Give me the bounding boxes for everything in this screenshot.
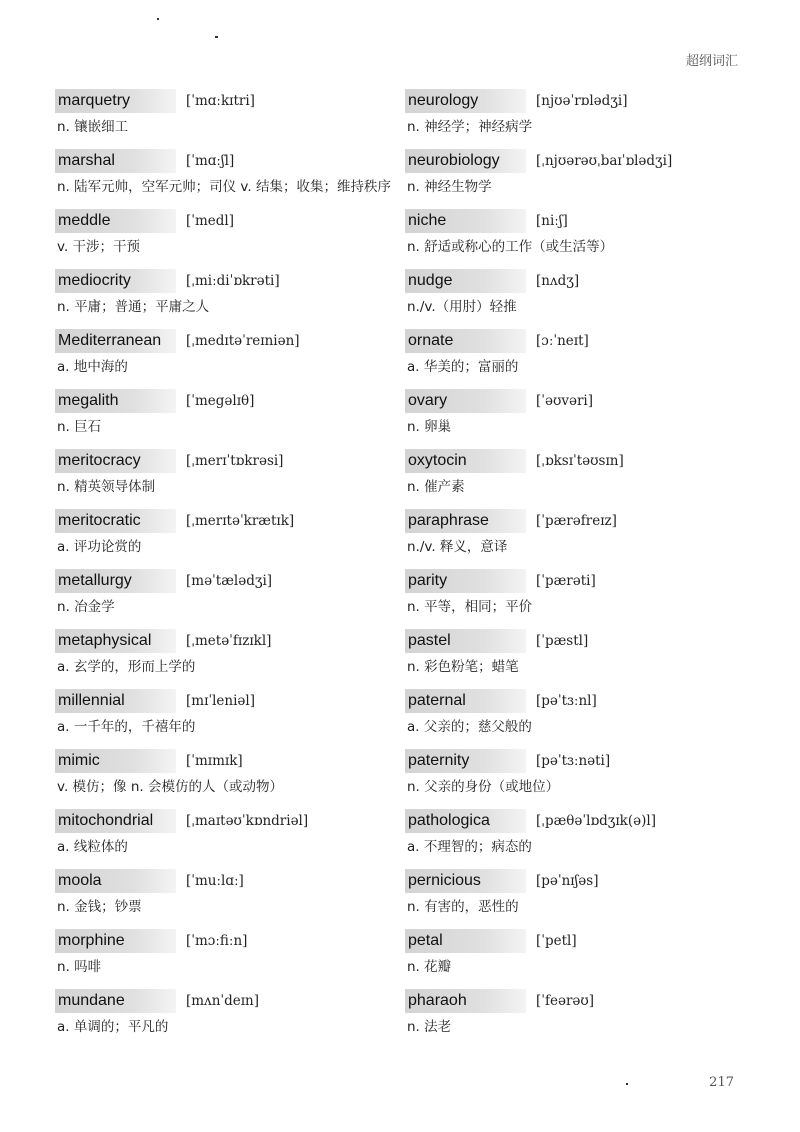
headword: morphine xyxy=(55,929,176,953)
headword: meddle xyxy=(55,209,176,233)
vocab-entry xyxy=(55,388,395,448)
definition: n. 花瓣 xyxy=(407,959,452,975)
headword: metallurgy xyxy=(55,569,176,593)
vocab-entry xyxy=(405,508,745,568)
phonetic: [ˈpæstl] xyxy=(536,633,589,649)
vocab-entry xyxy=(55,808,395,868)
phonetic: [ˌmerɪˈtɒkrəsi] xyxy=(186,453,284,469)
vocab-entry xyxy=(405,628,745,688)
phonetic: [ˌmetəˈfɪzɪkl] xyxy=(186,633,272,649)
phonetic: [ˈmɔːfiːn] xyxy=(186,933,248,949)
phonetic: [ˈpærəti] xyxy=(536,573,596,589)
headword: marquetry xyxy=(55,89,176,113)
phonetic: [ˈpetl] xyxy=(536,933,577,949)
definition: a. 玄学的，形而上学的 xyxy=(57,659,196,675)
phonetic: [məˈtælədʒi] xyxy=(186,573,273,589)
phonetic: [ˌpæθəˈlɒdʒɪk(ə)l] xyxy=(536,813,656,829)
phonetic: [pəˈtɜːnəti] xyxy=(536,753,611,769)
headword: moola xyxy=(55,869,176,893)
vocab-entry xyxy=(405,868,745,928)
vocab-entry xyxy=(405,808,745,868)
headword: megalith xyxy=(55,389,176,413)
vocab-entry xyxy=(55,928,395,988)
vocab-entry xyxy=(405,928,745,988)
vocab-entry xyxy=(55,208,395,268)
headword: Mediterranean xyxy=(55,329,176,353)
definition: n. 催产素 xyxy=(407,479,465,495)
headword: parity xyxy=(405,569,526,593)
headword: neurology xyxy=(405,89,526,113)
definition: n. 吗啡 xyxy=(57,959,102,975)
page-number: 217 xyxy=(709,1075,734,1090)
phonetic: [ɔːˈneɪt] xyxy=(536,333,589,349)
phonetic: [ˈəʊvəri] xyxy=(536,393,593,409)
definition: n. 神经生物学 xyxy=(407,179,492,195)
definition: n./v. 释义，意译 xyxy=(407,539,508,555)
phonetic: [ˌmaɪtəʊˈkɒndriəl] xyxy=(186,813,309,829)
phonetic: [ˈmedl] xyxy=(186,213,234,229)
definition: n. 镶嵌细工 xyxy=(57,119,129,135)
phonetic: [mʌnˈdeɪn] xyxy=(186,993,260,1009)
phonetic: [ˈmɑːʃl] xyxy=(186,153,235,169)
vocab-entry xyxy=(405,88,745,148)
phonetic: [ˌmerɪtəˈkrætɪk] xyxy=(186,513,295,529)
vocab-entry xyxy=(55,88,395,148)
definition: a. 华美的；富丽的 xyxy=(407,359,519,375)
vocab-entry xyxy=(405,688,745,748)
headword: ornate xyxy=(405,329,526,353)
definition: n. 金钱；钞票 xyxy=(57,899,142,915)
definition: n. 神经学；神经病学 xyxy=(407,119,533,135)
scan-speck xyxy=(157,18,159,20)
headword: paternal xyxy=(405,689,526,713)
definition: v. 干涉；干预 xyxy=(57,239,141,255)
vocab-entry xyxy=(55,328,395,388)
vocab-entry xyxy=(405,388,745,448)
headword: neurobiology xyxy=(405,149,526,173)
definition: n. 精英领导体制 xyxy=(57,479,156,495)
scan-speck xyxy=(626,1083,628,1085)
vocab-entry xyxy=(55,148,395,208)
phonetic: [ˈmɑːkɪtri] xyxy=(186,93,255,109)
headword: oxytocin xyxy=(405,449,526,473)
definition: n. 舒适或称心的工作（或生活等） xyxy=(407,239,614,255)
scan-speck xyxy=(215,36,218,38)
headword: meritocratic xyxy=(55,509,176,533)
headword: meritocracy xyxy=(55,449,176,473)
definition: a. 不理智的；病态的 xyxy=(407,839,532,855)
headword: niche xyxy=(405,209,526,233)
phonetic: [ˈmɪmɪk] xyxy=(186,753,243,769)
vocab-entry xyxy=(55,688,395,748)
definition: n. 冶金学 xyxy=(57,599,115,615)
phonetic: [ˌmiːdiˈɒkrəti] xyxy=(186,273,280,289)
vocab-entry xyxy=(55,748,395,808)
phonetic: [ˌɒksɪˈtəʊsɪn] xyxy=(536,453,624,469)
definition: n. 卵巢 xyxy=(407,419,452,435)
definition: n. 法老 xyxy=(407,1019,452,1035)
definition: n. 彩色粉笔；蜡笔 xyxy=(407,659,519,675)
vocab-entry xyxy=(55,268,395,328)
definition: n. 平等，相同；平价 xyxy=(407,599,533,615)
headword: mimic xyxy=(55,749,176,773)
definition: a. 父亲的；慈父般的 xyxy=(407,719,532,735)
headword: mediocrity xyxy=(55,269,176,293)
definition: v. 模仿；像 n. 会模仿的人（或动物） xyxy=(57,779,283,795)
vocab-entry xyxy=(405,148,745,208)
phonetic: [ˈmuːlɑː] xyxy=(186,873,244,889)
definition: n./v.（用肘）轻推 xyxy=(407,299,517,315)
phonetic: [njʊəˈrɒlədʒi] xyxy=(536,93,628,109)
phonetic: [pəˈtɜːnl] xyxy=(536,693,597,709)
headword: nudge xyxy=(405,269,526,293)
definition: a. 单调的；平凡的 xyxy=(57,1019,169,1035)
phonetic: [niːʃ] xyxy=(536,213,568,229)
phonetic: [pəˈnɪʃəs] xyxy=(536,873,599,889)
vocab-entry xyxy=(55,628,395,688)
vocab-entry xyxy=(405,208,745,268)
definition: n. 平庸；普通；平庸之人 xyxy=(57,299,210,315)
vocab-entry xyxy=(55,988,395,1048)
phonetic: [mɪˈleniəl] xyxy=(186,693,255,709)
definition: a. 地中海的 xyxy=(57,359,128,375)
headword: mitochondrial xyxy=(55,809,176,833)
vocab-entry xyxy=(405,268,745,328)
vocab-entry xyxy=(405,568,745,628)
phonetic: [ˈfeərəʊ] xyxy=(536,993,595,1009)
headword: petal xyxy=(405,929,526,953)
vocab-entry xyxy=(405,748,745,808)
phonetic: [ˌnjʊərəʊˌbaɪˈɒlədʒi] xyxy=(536,153,673,169)
running-header: 超纲词汇 xyxy=(685,54,738,69)
phonetic: [ˈmegəlɪθ] xyxy=(186,393,255,409)
headword: metaphysical xyxy=(55,629,176,653)
vocab-entry xyxy=(405,988,745,1048)
definition: n. 父亲的身份（或地位） xyxy=(407,779,560,795)
headword: paternity xyxy=(405,749,526,773)
headword: ovary xyxy=(405,389,526,413)
vocab-entry xyxy=(55,868,395,928)
headword: paraphrase xyxy=(405,509,526,533)
headword: marshal xyxy=(55,149,176,173)
headword: pastel xyxy=(405,629,526,653)
vocab-entry xyxy=(405,328,745,388)
phonetic: [ˌmedɪtəˈreɪniən] xyxy=(186,333,300,349)
vocab-entry xyxy=(55,448,395,508)
phonetic: [nʌdʒ] xyxy=(536,273,580,289)
definition: a. 一千年的，千禧年的 xyxy=(57,719,196,735)
vocab-entry xyxy=(55,568,395,628)
definition: n. 有害的，恶性的 xyxy=(407,899,519,915)
headword: millennial xyxy=(55,689,176,713)
definition: n. 巨石 xyxy=(57,419,102,435)
definition: n. 陆军元帅，空军元帅；司仪 v. 结集；收集；维持秩序 xyxy=(57,179,391,195)
definition: a. 评功论赏的 xyxy=(57,539,142,555)
headword: pernicious xyxy=(405,869,526,893)
left-column xyxy=(55,88,395,1048)
definition: a. 线粒体的 xyxy=(57,839,128,855)
headword: pathologica xyxy=(405,809,526,833)
right-column xyxy=(405,88,745,1048)
headword: pharaoh xyxy=(405,989,526,1013)
headword: mundane xyxy=(55,989,176,1013)
phonetic: [ˈpærəfreɪz] xyxy=(536,513,617,529)
vocab-entry xyxy=(55,508,395,568)
vocab-entry xyxy=(405,448,745,508)
